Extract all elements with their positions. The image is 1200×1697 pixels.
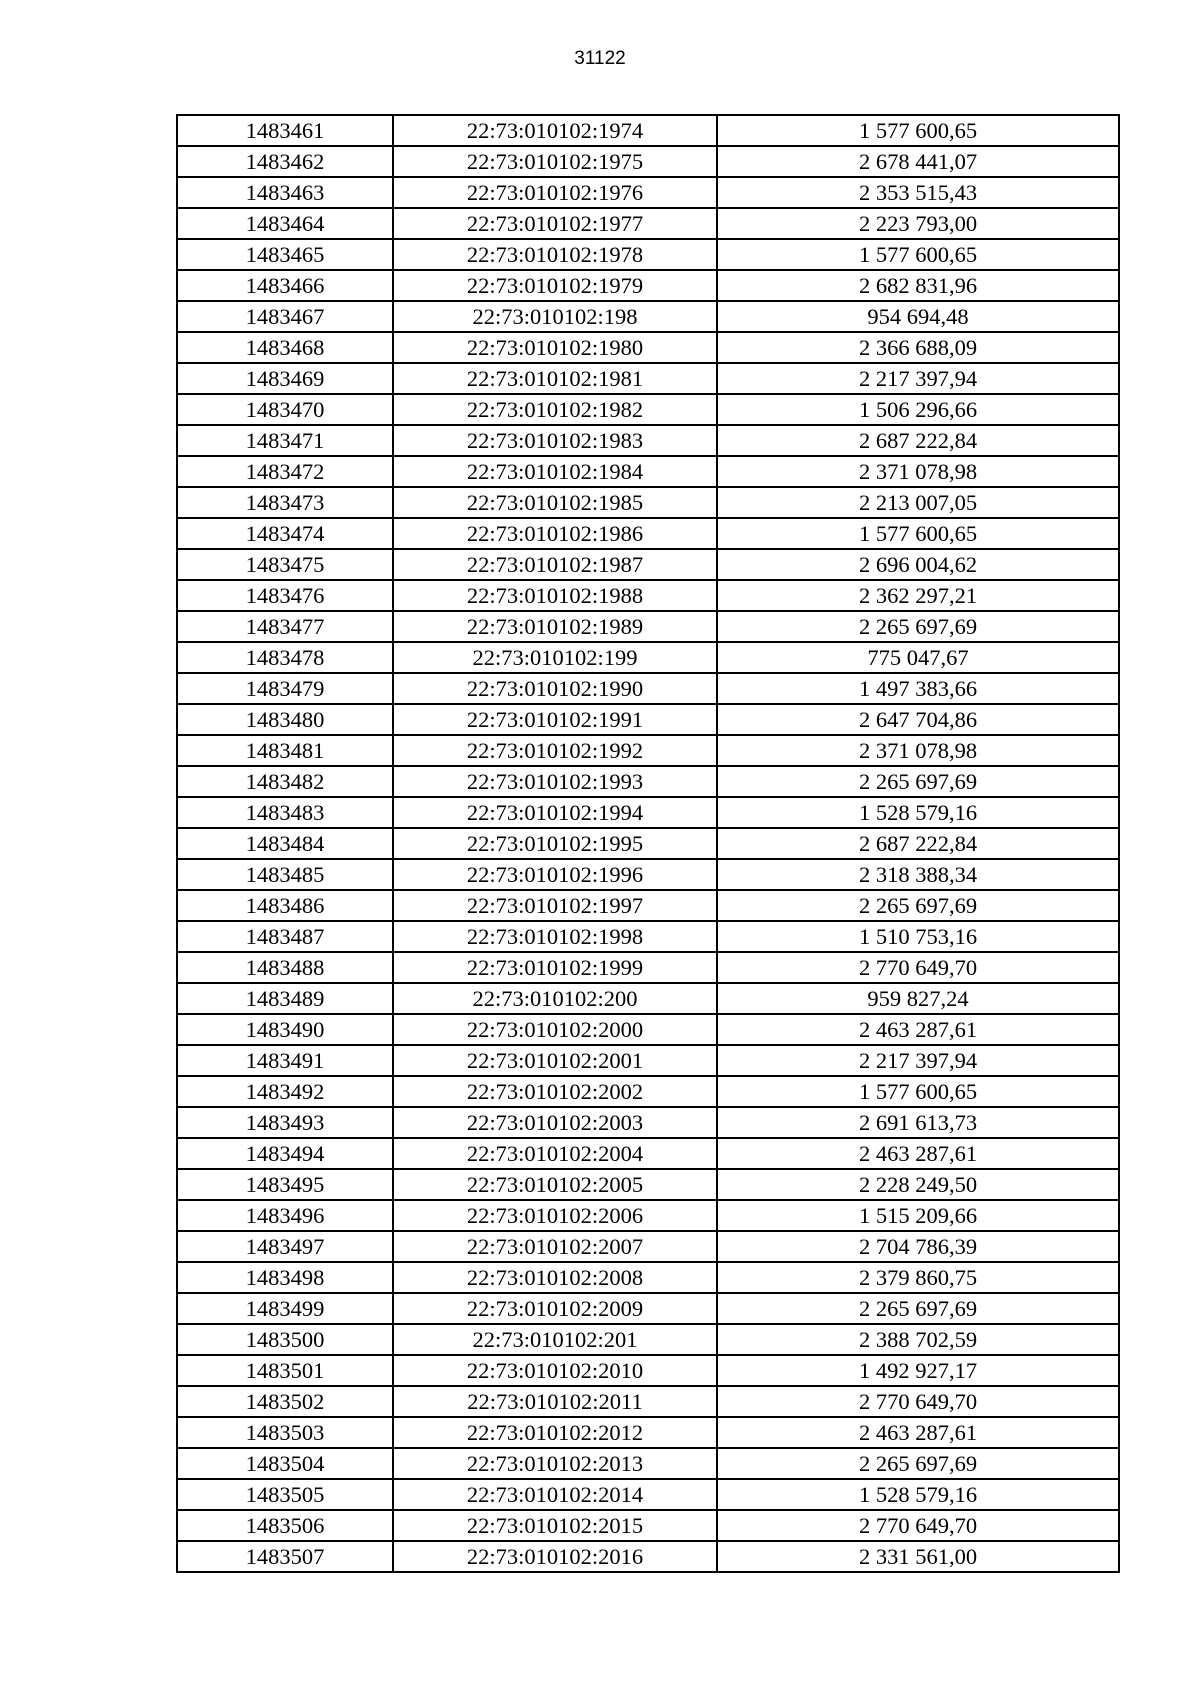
row-number-cell: 1483477 xyxy=(177,611,393,642)
row-number-cell: 1483461 xyxy=(177,115,393,146)
table-row xyxy=(177,1138,1119,1169)
cadastral-number-cell: 22:73:010102:2001 xyxy=(393,1045,717,1076)
table-row xyxy=(177,1479,1119,1510)
table-row xyxy=(177,1417,1119,1448)
cadastral-value-cell: 2 388 702,59 xyxy=(717,1324,1119,1355)
cadastral-number-cell: 22:73:010102:2014 xyxy=(393,1479,717,1510)
cadastral-value-cell: 2 217 397,94 xyxy=(717,1045,1119,1076)
table-row xyxy=(177,1231,1119,1262)
table-row xyxy=(177,1107,1119,1138)
table-row xyxy=(177,1324,1119,1355)
cadastral-value-cell: 2 463 287,61 xyxy=(717,1138,1119,1169)
table-row xyxy=(177,673,1119,704)
cadastral-number-cell: 22:73:010102:2002 xyxy=(393,1076,717,1107)
table-row xyxy=(177,828,1119,859)
table-row xyxy=(177,1355,1119,1386)
table-row xyxy=(177,115,1119,146)
cadastral-number-cell: 22:73:010102:200 xyxy=(393,983,717,1014)
table-row xyxy=(177,177,1119,208)
row-number-cell: 1483463 xyxy=(177,177,393,208)
cadastral-number-cell: 22:73:010102:1984 xyxy=(393,456,717,487)
cadastral-value-cell: 2 770 649,70 xyxy=(717,952,1119,983)
cadastral-value-cell: 2 770 649,70 xyxy=(717,1510,1119,1541)
row-number-cell: 1483496 xyxy=(177,1200,393,1231)
cadastral-number-cell: 22:73:010102:1979 xyxy=(393,270,717,301)
row-number-cell: 1483468 xyxy=(177,332,393,363)
cadastral-value-cell: 1 492 927,17 xyxy=(717,1355,1119,1386)
cadastral-value-cell: 1 510 753,16 xyxy=(717,921,1119,952)
row-number-cell: 1483464 xyxy=(177,208,393,239)
cadastral-value-cell: 2 362 297,21 xyxy=(717,580,1119,611)
cadastral-value-cell: 2 265 697,69 xyxy=(717,1448,1119,1479)
table-row xyxy=(177,301,1119,332)
row-number-cell: 1483505 xyxy=(177,1479,393,1510)
cadastral-number-cell: 22:73:010102:1982 xyxy=(393,394,717,425)
row-number-cell: 1483488 xyxy=(177,952,393,983)
row-number-cell: 1483495 xyxy=(177,1169,393,1200)
row-number-cell: 1483504 xyxy=(177,1448,393,1479)
cadastral-number-cell: 22:73:010102:1991 xyxy=(393,704,717,735)
table-row xyxy=(177,1200,1119,1231)
table-row xyxy=(177,549,1119,580)
row-number-cell: 1483466 xyxy=(177,270,393,301)
cadastral-number-cell: 22:73:010102:1993 xyxy=(393,766,717,797)
cadastral-value-cell: 2 687 222,84 xyxy=(717,425,1119,456)
row-number-cell: 1483482 xyxy=(177,766,393,797)
cadastral-value-cell: 1 497 383,66 xyxy=(717,673,1119,704)
table-row xyxy=(177,332,1119,363)
table-row xyxy=(177,1293,1119,1324)
cadastral-number-cell: 22:73:010102:2010 xyxy=(393,1355,717,1386)
row-number-cell: 1483501 xyxy=(177,1355,393,1386)
cadastral-value-cell: 2 704 786,39 xyxy=(717,1231,1119,1262)
row-number-cell: 1483487 xyxy=(177,921,393,952)
row-number-cell: 1483489 xyxy=(177,983,393,1014)
cadastral-value-cell: 2 682 831,96 xyxy=(717,270,1119,301)
cadastral-number-cell: 22:73:010102:1999 xyxy=(393,952,717,983)
row-number-cell: 1483469 xyxy=(177,363,393,394)
cadastral-number-cell: 22:73:010102:1989 xyxy=(393,611,717,642)
table-row xyxy=(177,1262,1119,1293)
row-number-cell: 1483492 xyxy=(177,1076,393,1107)
table-row xyxy=(177,1076,1119,1107)
table-row xyxy=(177,208,1119,239)
cadastral-value-cell: 2 371 078,98 xyxy=(717,735,1119,766)
table-row xyxy=(177,1448,1119,1479)
table-row xyxy=(177,859,1119,890)
table-row xyxy=(177,425,1119,456)
row-number-cell: 1483472 xyxy=(177,456,393,487)
cadastral-number-cell: 22:73:010102:2007 xyxy=(393,1231,717,1262)
cadastral-number-cell: 22:73:010102:1977 xyxy=(393,208,717,239)
row-number-cell: 1483491 xyxy=(177,1045,393,1076)
cadastral-value-cell: 1 577 600,65 xyxy=(717,518,1119,549)
row-number-cell: 1483480 xyxy=(177,704,393,735)
cadastral-value-cell: 2 223 793,00 xyxy=(717,208,1119,239)
cadastral-number-cell: 22:73:010102:2015 xyxy=(393,1510,717,1541)
cadastral-number-cell: 22:73:010102:1987 xyxy=(393,549,717,580)
row-number-cell: 1483486 xyxy=(177,890,393,921)
row-number-cell: 1483497 xyxy=(177,1231,393,1262)
cadastral-value-cell: 2 696 004,62 xyxy=(717,549,1119,580)
row-number-cell: 1483462 xyxy=(177,146,393,177)
row-number-cell: 1483506 xyxy=(177,1510,393,1541)
cadastral-value-cell: 2 331 561,00 xyxy=(717,1541,1119,1572)
cadastral-value-cell: 2 265 697,69 xyxy=(717,890,1119,921)
cadastral-number-cell: 22:73:010102:1990 xyxy=(393,673,717,704)
cadastral-number-cell: 22:73:010102:198 xyxy=(393,301,717,332)
table-row xyxy=(177,952,1119,983)
row-number-cell: 1483494 xyxy=(177,1138,393,1169)
row-number-cell: 1483493 xyxy=(177,1107,393,1138)
cadastral-number-cell: 22:73:010102:1985 xyxy=(393,487,717,518)
table-row xyxy=(177,1541,1119,1572)
row-number-cell: 1483474 xyxy=(177,518,393,549)
row-number-cell: 1483473 xyxy=(177,487,393,518)
cadastral-number-cell: 22:73:010102:2006 xyxy=(393,1200,717,1231)
cadastral-number-cell: 22:73:010102:1976 xyxy=(393,177,717,208)
cadastral-number-cell: 22:73:010102:1996 xyxy=(393,859,717,890)
table-row xyxy=(177,1045,1119,1076)
cadastral-value-cell: 2 318 388,34 xyxy=(717,859,1119,890)
row-number-cell: 1483471 xyxy=(177,425,393,456)
page-number: 31122 xyxy=(574,48,626,69)
cadastral-number-cell: 22:73:010102:2004 xyxy=(393,1138,717,1169)
table-body xyxy=(177,115,1119,1572)
cadastral-value-cell: 2 265 697,69 xyxy=(717,766,1119,797)
cadastral-value-cell: 2 678 441,07 xyxy=(717,146,1119,177)
table-row xyxy=(177,1510,1119,1541)
table-row xyxy=(177,797,1119,828)
cadastral-number-cell: 22:73:010102:1988 xyxy=(393,580,717,611)
table-row xyxy=(177,518,1119,549)
row-number-cell: 1483507 xyxy=(177,1541,393,1572)
table-row xyxy=(177,146,1119,177)
cadastral-value-cell: 1 515 209,66 xyxy=(717,1200,1119,1231)
table-row xyxy=(177,239,1119,270)
cadastral-number-cell: 22:73:010102:1992 xyxy=(393,735,717,766)
cadastral-value-cell: 2 217 397,94 xyxy=(717,363,1119,394)
cadastral-value-cell: 2 265 697,69 xyxy=(717,611,1119,642)
cadastral-value-cell: 1 528 579,16 xyxy=(717,1479,1119,1510)
row-number-cell: 1483483 xyxy=(177,797,393,828)
cadastral-value-cell: 1 528 579,16 xyxy=(717,797,1119,828)
cadastral-number-cell: 22:73:010102:2012 xyxy=(393,1417,717,1448)
cadastral-value-cell: 2 691 613,73 xyxy=(717,1107,1119,1138)
cadastral-value-cell: 2 463 287,61 xyxy=(717,1417,1119,1448)
cadastral-value-cell: 2 647 704,86 xyxy=(717,704,1119,735)
table-row xyxy=(177,611,1119,642)
row-number-cell: 1483498 xyxy=(177,1262,393,1293)
table-row xyxy=(177,1386,1119,1417)
cadastral-number-cell: 22:73:010102:2005 xyxy=(393,1169,717,1200)
cadastral-number-cell: 22:73:010102:1983 xyxy=(393,425,717,456)
cadastral-number-cell: 22:73:010102:2008 xyxy=(393,1262,717,1293)
table-row xyxy=(177,580,1119,611)
cadastral-number-cell: 22:73:010102:1998 xyxy=(393,921,717,952)
table-row xyxy=(177,704,1119,735)
table-row xyxy=(177,890,1119,921)
cadastral-value-cell: 1 577 600,65 xyxy=(717,115,1119,146)
cadastral-number-cell: 22:73:010102:2013 xyxy=(393,1448,717,1479)
cadastral-value-cell: 775 047,67 xyxy=(717,642,1119,673)
cadastral-number-cell: 22:73:010102:201 xyxy=(393,1324,717,1355)
row-number-cell: 1483478 xyxy=(177,642,393,673)
table-row xyxy=(177,921,1119,952)
cadastral-value-cell: 1 506 296,66 xyxy=(717,394,1119,425)
cadastral-number-cell: 22:73:010102:2003 xyxy=(393,1107,717,1138)
cadastral-number-cell: 22:73:010102:1986 xyxy=(393,518,717,549)
cadastral-value-cell: 2 379 860,75 xyxy=(717,1262,1119,1293)
cadastral-number-cell: 22:73:010102:1974 xyxy=(393,115,717,146)
cadastral-value-cell: 1 577 600,65 xyxy=(717,1076,1119,1107)
table-row xyxy=(177,487,1119,518)
cadastral-number-cell: 22:73:010102:1995 xyxy=(393,828,717,859)
row-number-cell: 1483500 xyxy=(177,1324,393,1355)
cadastral-value-cell: 2 463 287,61 xyxy=(717,1014,1119,1045)
cadastral-number-cell: 22:73:010102:1980 xyxy=(393,332,717,363)
table-row xyxy=(177,1169,1119,1200)
row-number-cell: 1483470 xyxy=(177,394,393,425)
cadastral-value-cell: 954 694,48 xyxy=(717,301,1119,332)
table-row xyxy=(177,735,1119,766)
table-row xyxy=(177,1014,1119,1045)
row-number-cell: 1483499 xyxy=(177,1293,393,1324)
cadastral-number-cell: 22:73:010102:1994 xyxy=(393,797,717,828)
cadastral-value-cell: 1 577 600,65 xyxy=(717,239,1119,270)
cadastral-number-cell: 22:73:010102:2011 xyxy=(393,1386,717,1417)
cadastral-value-cell: 2 770 649,70 xyxy=(717,1386,1119,1417)
cadastral-value-cell: 2 265 697,69 xyxy=(717,1293,1119,1324)
cadastral-number-cell: 22:73:010102:1997 xyxy=(393,890,717,921)
cadastral-number-cell: 22:73:010102:2009 xyxy=(393,1293,717,1324)
cadastral-value-cell: 2 228 249,50 xyxy=(717,1169,1119,1200)
cadastral-number-cell: 22:73:010102:199 xyxy=(393,642,717,673)
table-row xyxy=(177,766,1119,797)
cadastral-value-cell: 2 371 078,98 xyxy=(717,456,1119,487)
cadastral-value-cell: 2 213 007,05 xyxy=(717,487,1119,518)
cadastral-number-cell: 22:73:010102:2016 xyxy=(393,1541,717,1572)
cadastral-value-table xyxy=(176,114,1120,1573)
row-number-cell: 1483490 xyxy=(177,1014,393,1045)
cadastral-value-cell: 2 353 515,43 xyxy=(717,177,1119,208)
cadastral-value-cell: 2 366 688,09 xyxy=(717,332,1119,363)
row-number-cell: 1483481 xyxy=(177,735,393,766)
cadastral-number-cell: 22:73:010102:1975 xyxy=(393,146,717,177)
table-row xyxy=(177,983,1119,1014)
cadastral-number-cell: 22:73:010102:1981 xyxy=(393,363,717,394)
cadastral-value-cell: 2 687 222,84 xyxy=(717,828,1119,859)
row-number-cell: 1483475 xyxy=(177,549,393,580)
table-row xyxy=(177,270,1119,301)
cadastral-value-cell: 959 827,24 xyxy=(717,983,1119,1014)
row-number-cell: 1483479 xyxy=(177,673,393,704)
row-number-cell: 1483465 xyxy=(177,239,393,270)
table-row xyxy=(177,642,1119,673)
cadastral-number-cell: 22:73:010102:1978 xyxy=(393,239,717,270)
row-number-cell: 1483502 xyxy=(177,1386,393,1417)
row-number-cell: 1483467 xyxy=(177,301,393,332)
row-number-cell: 1483476 xyxy=(177,580,393,611)
cadastral-number-cell: 22:73:010102:2000 xyxy=(393,1014,717,1045)
row-number-cell: 1483484 xyxy=(177,828,393,859)
table-row xyxy=(177,456,1119,487)
table-row xyxy=(177,394,1119,425)
row-number-cell: 1483485 xyxy=(177,859,393,890)
table-row xyxy=(177,363,1119,394)
row-number-cell: 1483503 xyxy=(177,1417,393,1448)
